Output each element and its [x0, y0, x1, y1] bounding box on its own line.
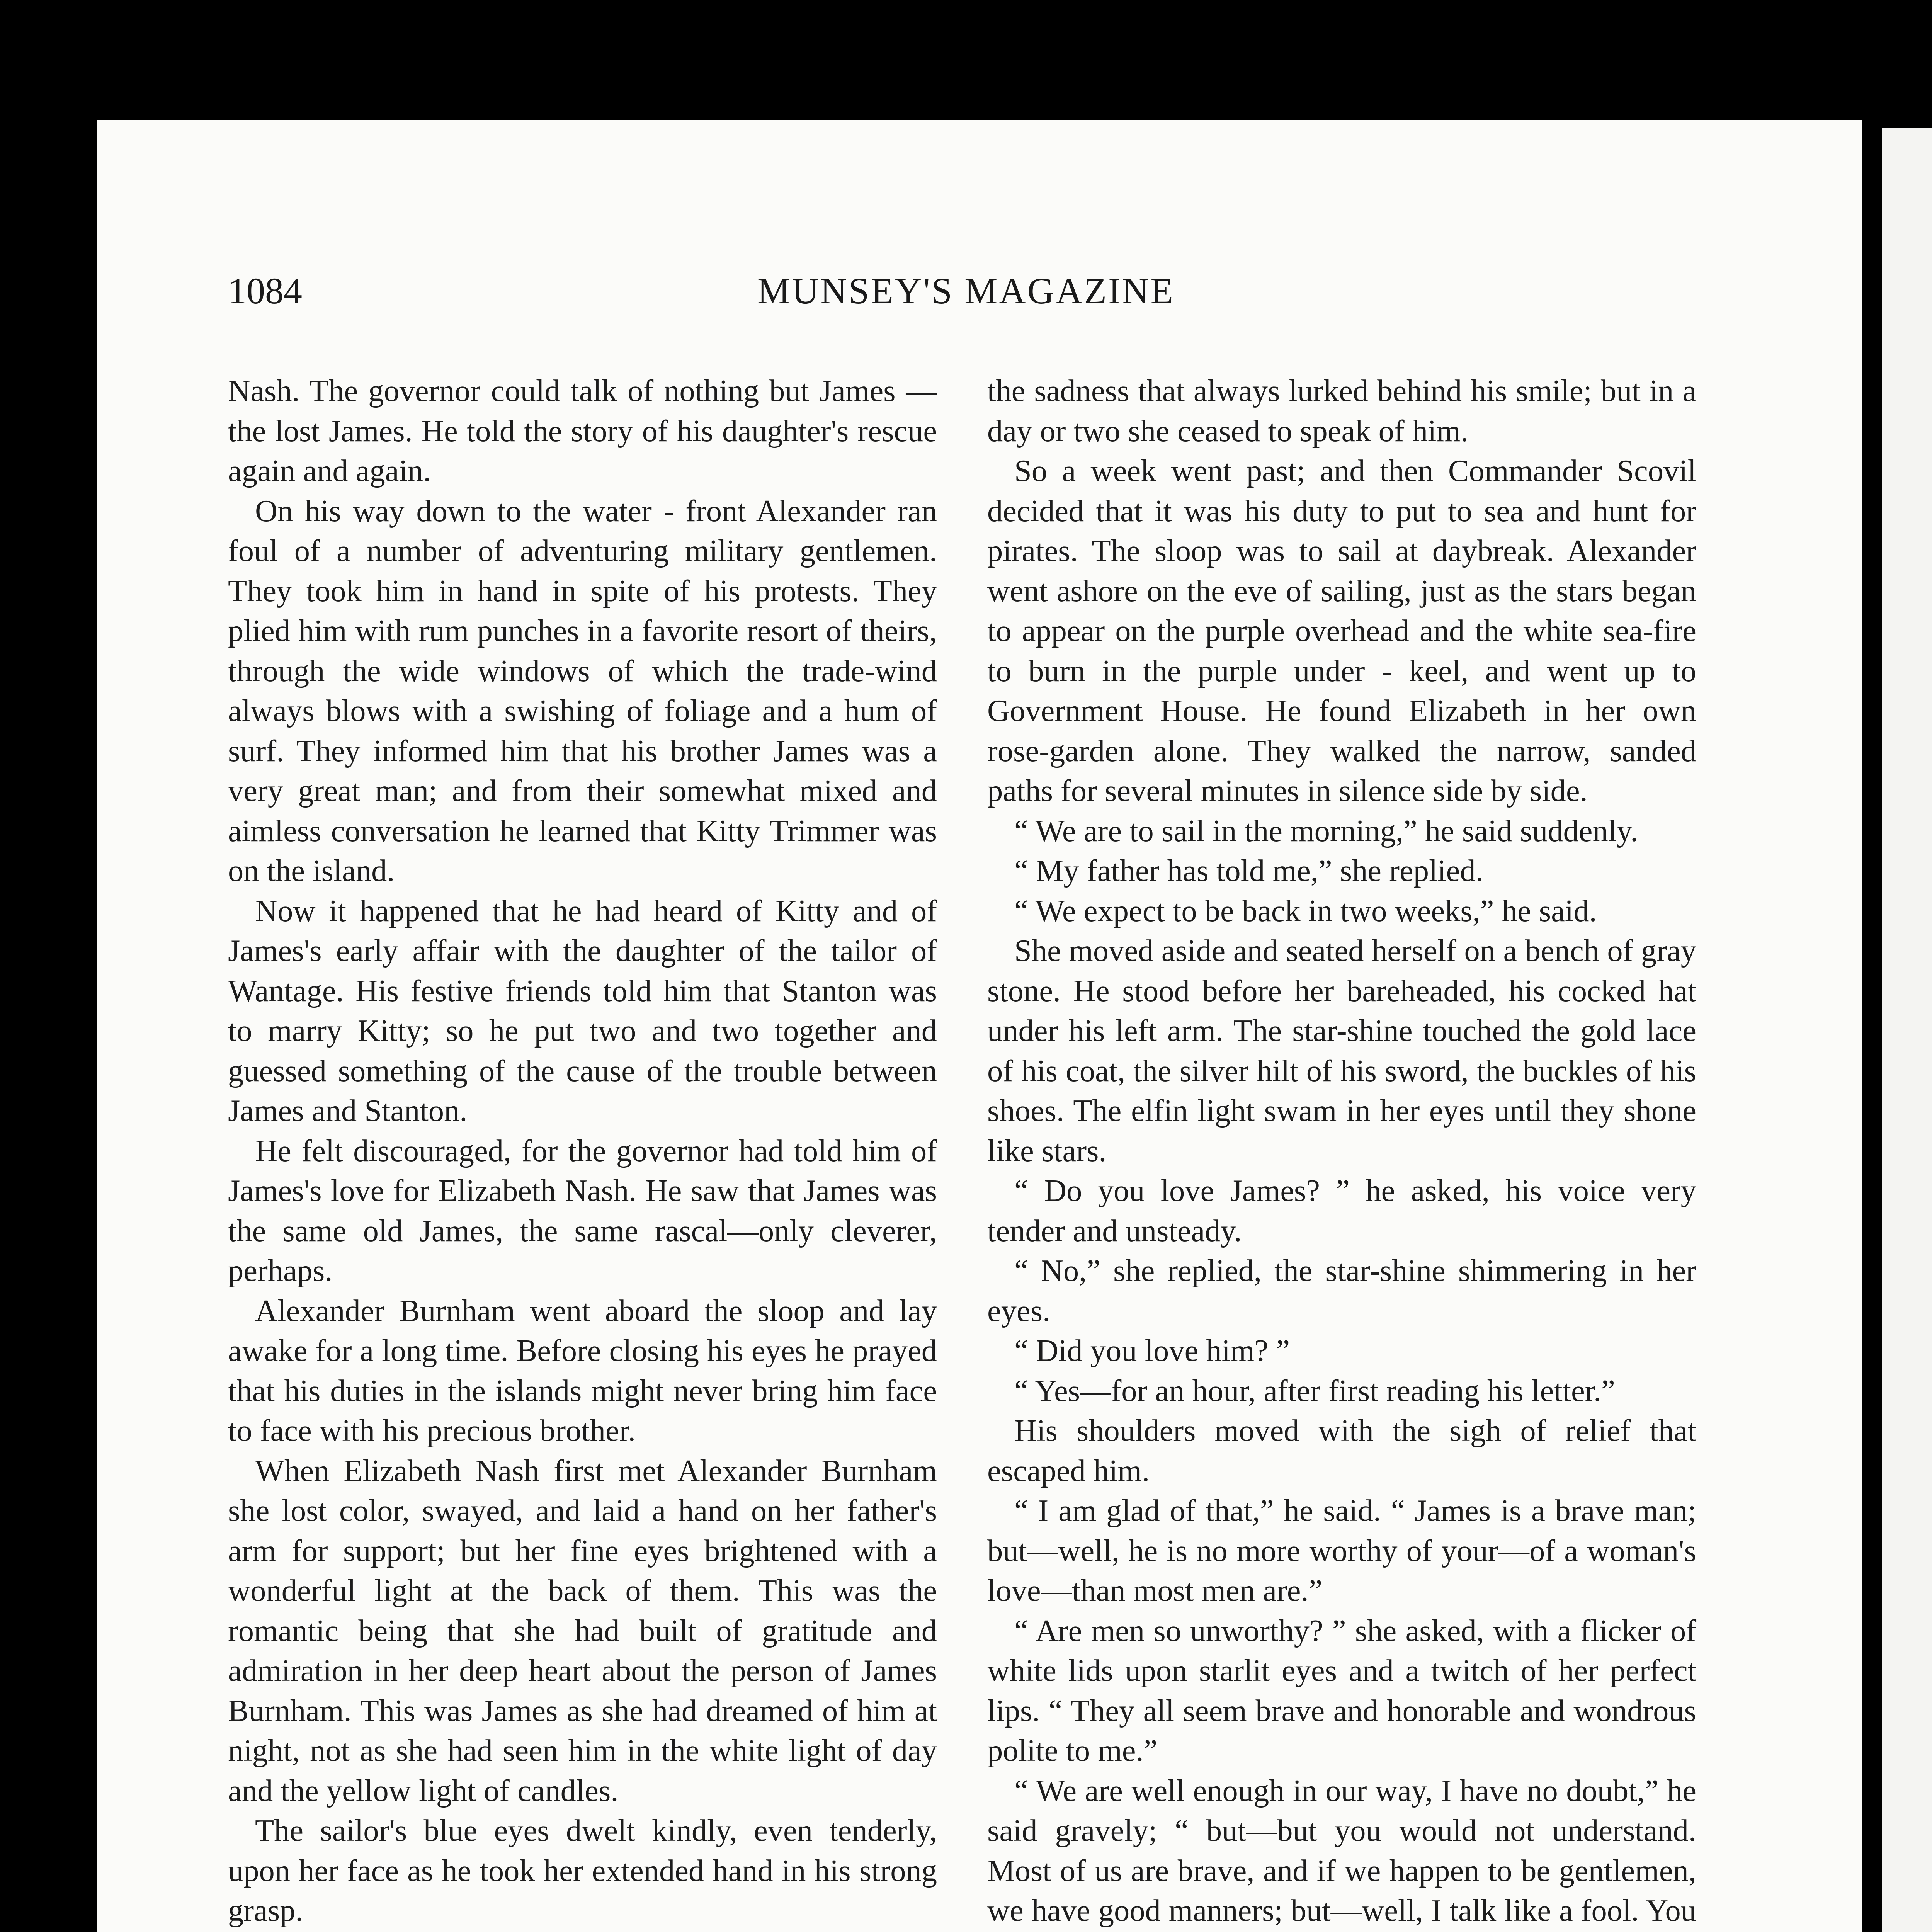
- left-text-column: [228, 371, 937, 1932]
- running-head: MUNSEY'S MAGAZINE: [757, 270, 1175, 311]
- paragraph: “ We are to sail in the morning,” he said suddenly.: [1014, 813, 1638, 848]
- paragraph: On his way down to the water - front Alexander ran foul of a number of adventuring military gentlemen. They took him in hand in spite of his protests. They plied him with rum punches in a favorite resort of theirs, through the wide windows of which the trade-wind always blows with a swishing of foliage and a hum of surf. They informed him that his brother James was a very great man; and from their somewhat mixed and aimless conversation he learned that Kitty Trimmer was on the island.: [228, 493, 937, 888]
- facing-page-edge: [1882, 128, 1932, 1932]
- paragraph: The sailor's blue eyes dwelt kindly, even tenderly, upon her face as he took her extended hand in his strong grasp.: [228, 1813, 937, 1928]
- page-number: 1084: [228, 270, 302, 311]
- paragraph: His shoulders moved with the sigh of relief that escaped him.: [987, 1413, 1696, 1488]
- paragraph: “ Yes—for an hour, after first reading his letter.”: [1014, 1373, 1615, 1408]
- right-text-column: [987, 371, 1696, 1932]
- paragraph: “ My father has told me,” she replied.: [1014, 854, 1483, 888]
- paragraph: the sadness that always lurked behind his smile; but in a day or two she ceased to speak of him.: [987, 374, 1696, 448]
- paragraph: “ Are men so unworthy? ” she asked, with a flicker of white lids upon starlit eyes and a twitch of her perfect lips. “ They all seem brave and honorable and wondrous polite to me.”: [987, 1613, 1696, 1768]
- paragraph: “ Did you love him? ”: [1014, 1333, 1290, 1368]
- paragraph: “ No,” she replied, the star-shine shimmering in her eyes.: [987, 1253, 1696, 1328]
- paragraph: “ I am glad of that,” he said. “ James is a brave man; but—well, he is no more worthy of your—of a woman's love—than most men are.”: [987, 1493, 1696, 1608]
- paragraph: She moved aside and seated herself on a bench of gray stone. He stood before her bareheaded, his cocked hat under his left arm. The star-shine touched the gold lace of his coat, the silver hilt of his sword, the buckles of his shoes. The elfin light swam in her eyes until they shone like stars.: [987, 934, 1696, 1168]
- paragraph: “ We are well enough in our way, I have no doubt,” he said gravely; “ but—but you would not understand. Most of us are brave, and if we happen to be gentlemen, we have good manners; but—well, I talk like a fool. You: [987, 1773, 1696, 1928]
- paragraph: [228, 1931, 937, 1932]
- paragraph: When Elizabeth Nash first met Alexander Burnham she lost color, swayed, and laid a hand on her father's arm for support; but her fine eyes brightened with a wonderful light at the back of them. This was the romantic being that she had built of gratitude and admiration in her deep heart about the person of James Burnham. This was James as she had dreamed of him at night, not as she had seen him in the white light of day and the yellow light of candles.: [228, 1453, 937, 1808]
- paragraph: “ We expect to be back in two weeks,” he said.: [1014, 893, 1597, 928]
- paragraph: He felt discouraged, for the governor had told him of James's love for Elizabeth Nash. He saw that James was the same old James, the same rascal—only cleverer, perhaps.: [228, 1133, 937, 1288]
- paragraph: Alexander Burnham went aboard the sloop and lay awake for a long time. Before closing his eyes he prayed that his duties in the islands might never bring him face to face with his precious brother.: [228, 1293, 937, 1448]
- paragraph: Now it happened that he had heard of Kitty and of James's early affair with the daughter of the tailor of Wantage. His festive friends told him that Stanton was to marry Kitty; so he put two and two together and guessed something of the cause of the trouble between James and Stanton.: [228, 893, 937, 1128]
- paragraph: Nash. The governor could talk of nothing but James — the lost James. He told the story of his daughter's rescue again and again.: [228, 374, 937, 488]
- paragraph: So a week went past; and then Commander Scovil decided that it was his duty to put to sea and hunt for pirates. The sloop was to sail at daybreak. Alexander went ashore on the eve of sailing, just as the stars began to appear on the purple overhead and the white sea-fire to burn in the purple under - keel, and went up to Government House. He found Elizabeth in her own rose-garden alone. They walked the narrow, sanded paths for several minutes in silence side by side.: [987, 454, 1696, 808]
- paragraph: “ Do you love James? ” he asked, his voice very tender and unsteady.: [987, 1173, 1696, 1248]
